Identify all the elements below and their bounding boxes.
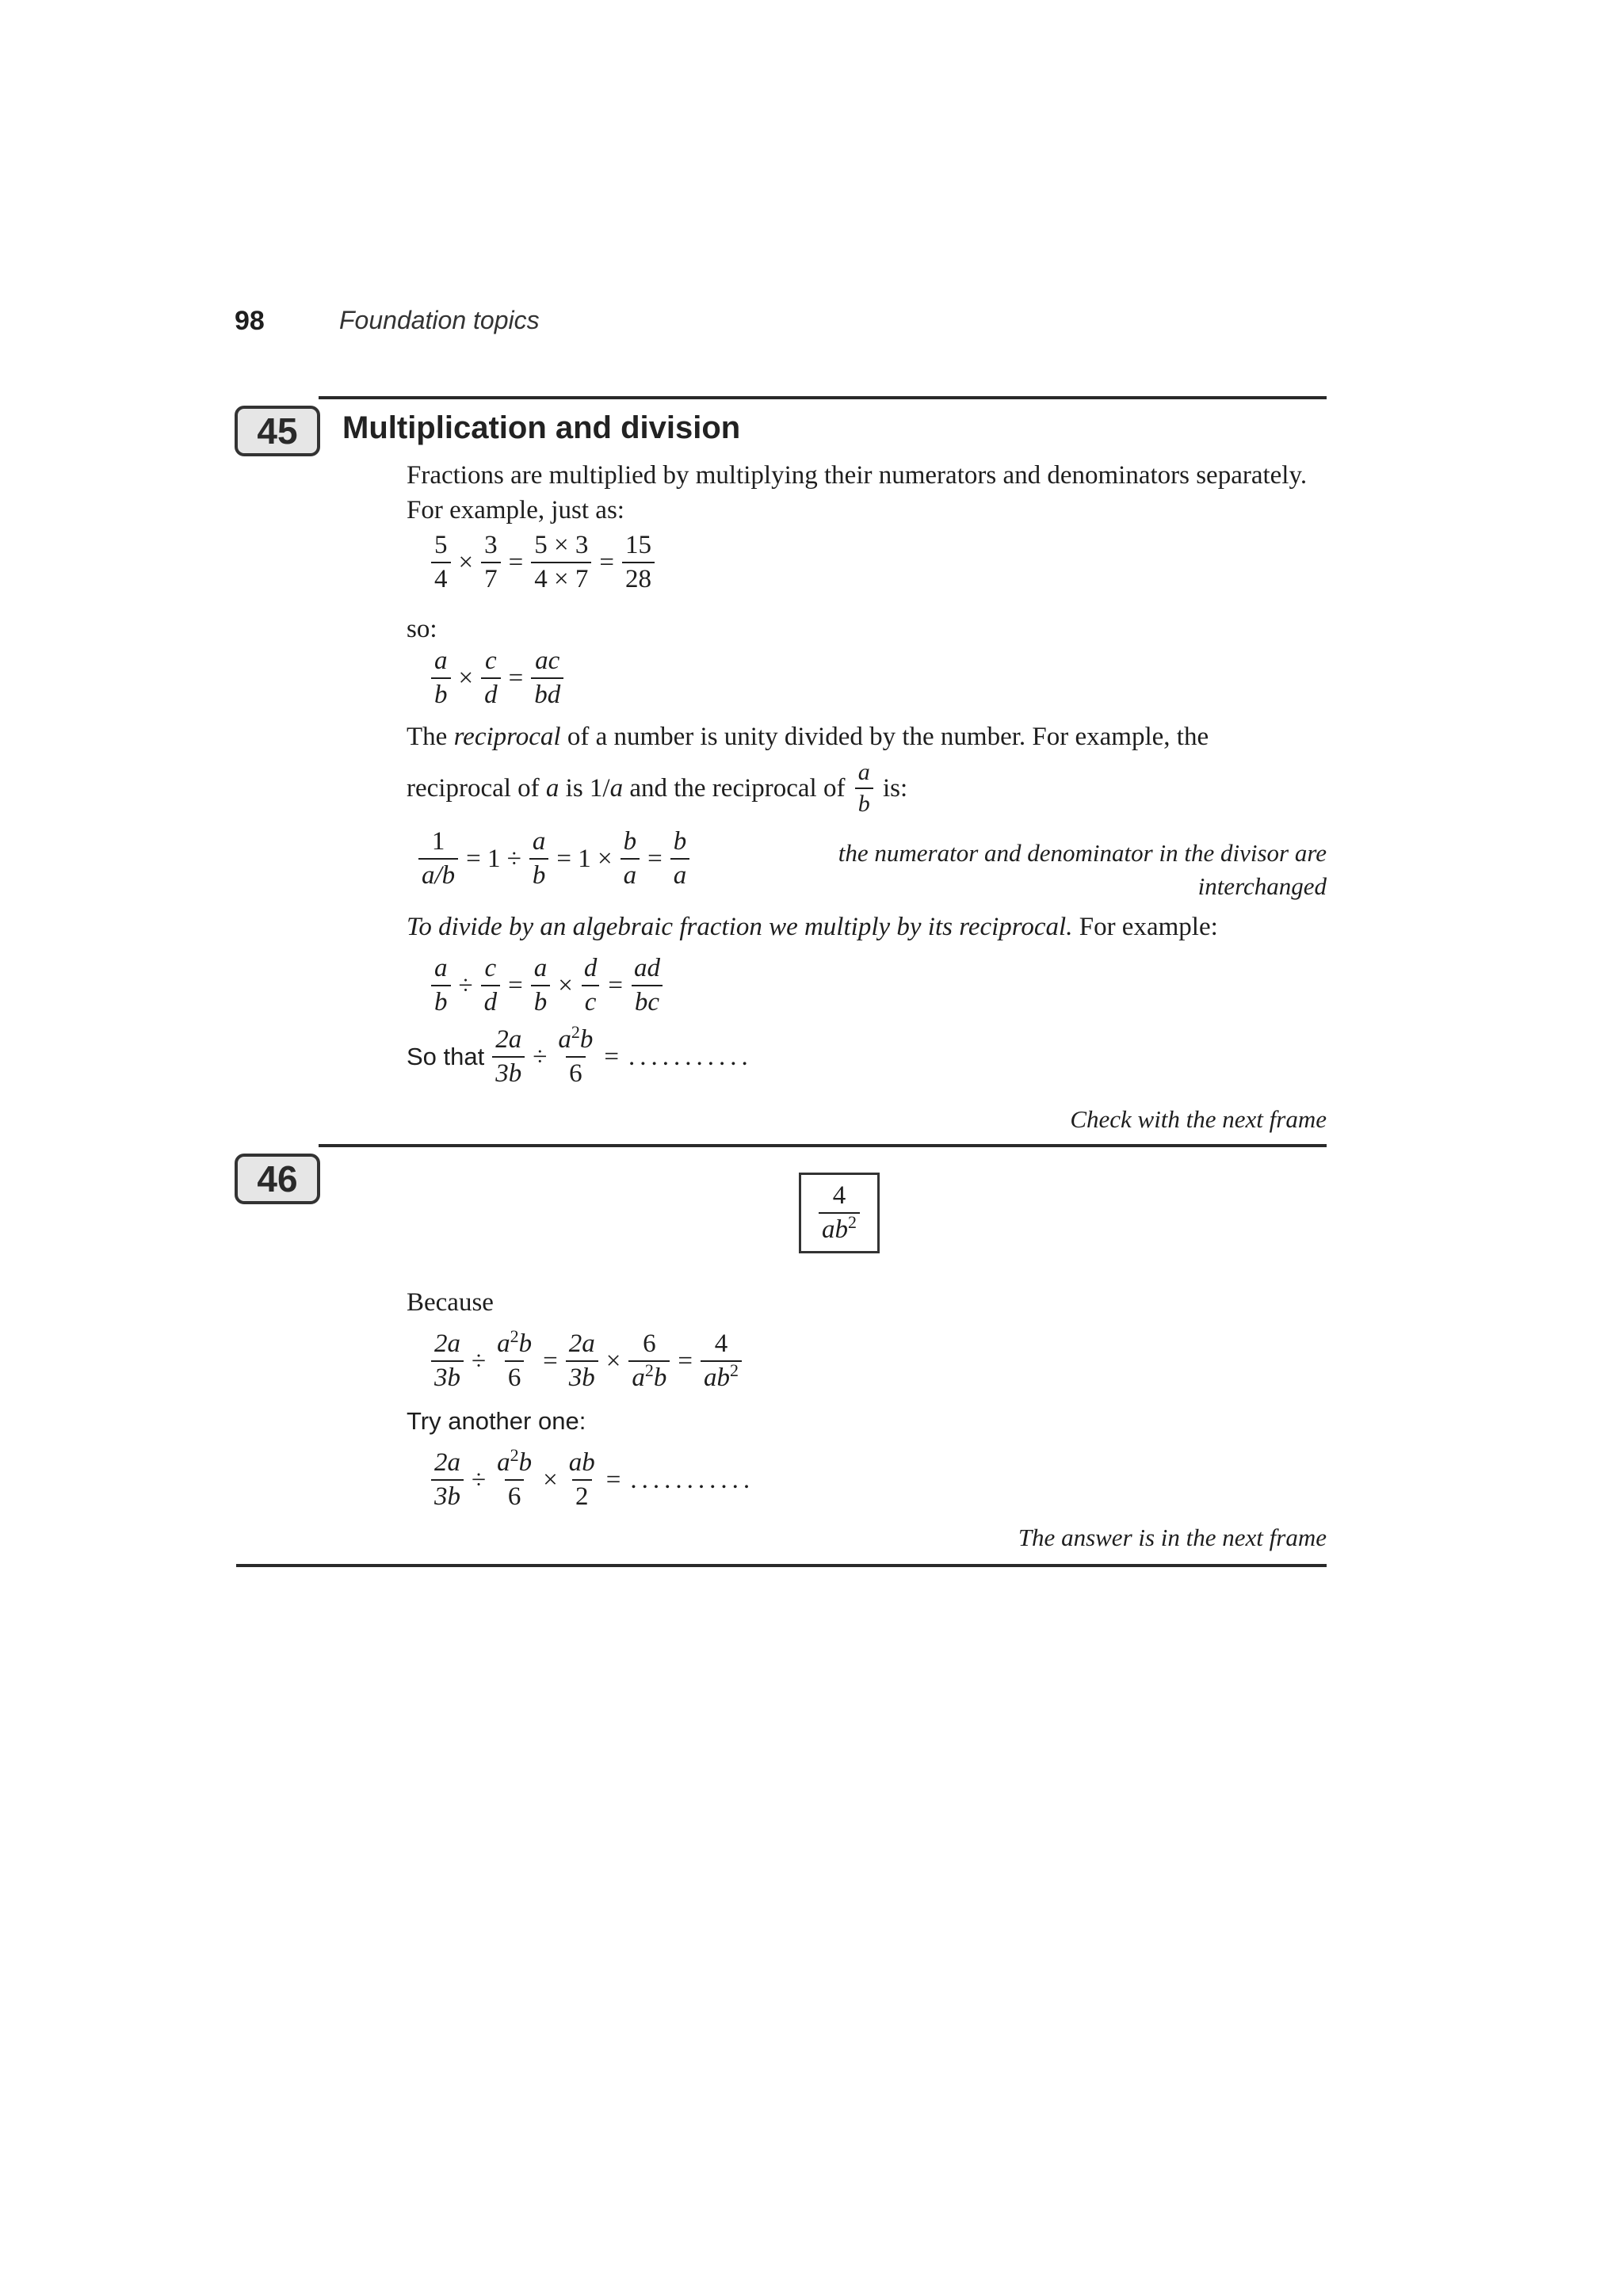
frame-46-top-rule	[319, 1144, 1327, 1147]
so-label: so:	[407, 615, 437, 643]
try-another-label: Try another one:	[407, 1407, 586, 1435]
example-numeric-multiplication: $\frac{5}{4}$ × $\frac{3}{7}$ = $\frac{5 \times 3}{4 \times 7}$ = $\frac{15}{28}$	[428, 532, 658, 593]
reciprocal-line-1: The reciprocal of a number is unity divided by the number. For example, the	[407, 723, 1209, 751]
running-title: Foundation topics	[339, 306, 540, 334]
frame-45-footer: Check with the next frame	[1070, 1105, 1327, 1133]
worked-solution: $\frac{2a}{3b}$ ÷ $\frac{a^2b}{6}$ = $\frac{2a}{3b}$ × $\frac{6}{a^2b}$ = $\frac{4}{ab^2}$	[428, 1331, 745, 1391]
answer-box: $\frac{4}{ab^2}$	[799, 1173, 880, 1253]
fraction: $\frac{5 \times 3}{4 \times 7}$	[531, 532, 591, 593]
question-1: So that $\frac{2a}{3b}$ ÷ $\frac{a^2b}{6}$ = ...........	[407, 1022, 753, 1088]
frame-46-footer: The answer is in the next frame	[1018, 1524, 1327, 1551]
because-label: Because	[407, 1288, 494, 1317]
frame-46-badge: 46	[235, 1154, 320, 1204]
fraction: $\frac{15}{28}$	[622, 532, 655, 593]
example-algebraic-division: $\frac{a}{b}$ ÷ $\frac{c}{d}$ = $\frac{a}{b}$ × $\frac{d}{c}$ = $\frac{ad}{bc}$	[428, 955, 666, 1016]
division-rule: To divide by an algebraic fraction we multiply by its reciprocal. For example:	[407, 913, 1218, 941]
example-algebraic-multiplication: $\frac{a}{b}$ × $\frac{c}{d}$ = $\frac{ac}{bd}$	[428, 648, 567, 708]
fraction: $\frac{5}{4}$	[431, 532, 451, 593]
frame-45-badge: 45	[235, 406, 320, 456]
frame-46-bottom-rule	[236, 1564, 1327, 1567]
reciprocal-term: reciprocal	[453, 723, 561, 751]
section-title: Multiplication and division	[342, 410, 741, 445]
reciprocal-line-2: reciprocal of a is 1/ a and the reciprocal of $\frac{a}{b}$ is:	[407, 759, 908, 817]
page-number: 98	[235, 306, 265, 336]
frame-45-top-rule	[319, 396, 1327, 399]
intro-paragraph: Fractions are multiplied by multiplying their numerators and denominators separately. For example, just as:	[407, 461, 1308, 524]
reciprocal-equation: $\frac{1}{a/b}$ = 1 ÷ $\frac{a}{b}$ = 1 × $\frac{b}{a}$ = $\frac{b}{a}$	[415, 829, 693, 889]
side-note: the numerator and denominator in the divisor are interchanged	[838, 839, 1327, 900]
fraction: $\frac{3}{7}$	[481, 532, 501, 593]
question-2: $\frac{2a}{3b}$ ÷ $\frac{a^2b}{6}$ × $\frac{ab}{2}$ = ...........	[428, 1450, 754, 1510]
